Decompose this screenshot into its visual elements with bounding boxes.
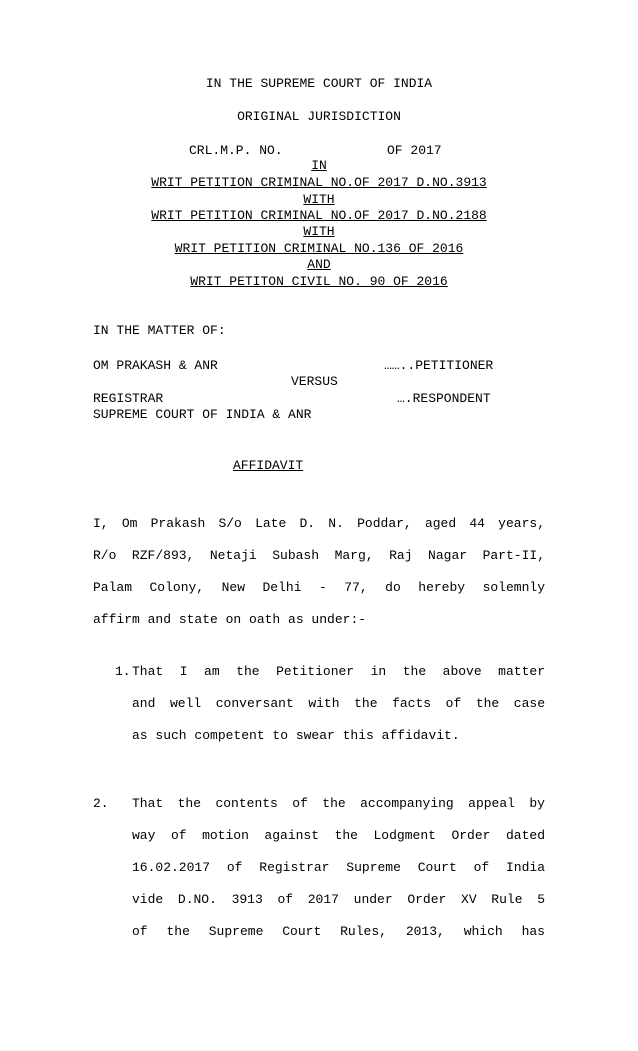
versus-label: VERSUS	[291, 374, 338, 389]
item-2-line-5: of the Supreme Court Rules, 2013, which has	[132, 924, 545, 939]
crlmp-year: OF 2017	[387, 143, 442, 158]
respondent-name: REGISTRAR	[93, 391, 164, 406]
petition-connector-with-1: WITH	[303, 192, 335, 207]
item-2-number: 2.	[93, 796, 109, 811]
intro-line-3: Palam Colony, New Delhi - 77, do hereby solemnly	[93, 580, 545, 595]
petition-connector-with-2: WITH	[303, 224, 335, 239]
item-1-line-3: as such competent to swear this affidavit.	[132, 728, 460, 743]
petition-connector-and: AND	[307, 257, 331, 272]
item-2-line-3: 16.02.2017 of Registrar Supreme Court of India	[132, 860, 545, 875]
petition-line-4: WRIT PETITON CIVIL NO. 90 OF 2016	[190, 274, 448, 289]
item-1-number: 1.	[115, 664, 131, 679]
petition-line-1: WRIT PETITION CRIMINAL NO.OF 2017 D.NO.3913	[151, 175, 487, 190]
item-2-line-1: That the contents of the accompanying appeal by	[132, 796, 545, 811]
court-title: IN THE SUPREME COURT OF INDIA	[205, 76, 433, 91]
intro-line-1: I, Om Prakash S/o Late D. N. Poddar, aged 44 years,	[93, 516, 545, 531]
petition-connector-in: IN	[311, 158, 327, 173]
item-2-line-2: way of motion against the Lodgment Order dated	[132, 828, 545, 843]
item-2-line-4: vide D.NO. 3913 of 2017 under Order XV Rule 5	[132, 892, 545, 907]
petitioner-role: ……..PETITIONER	[384, 358, 494, 373]
intro-line-4: affirm and state on oath as under:-	[93, 612, 367, 627]
petition-line-3: WRIT PETITION CRIMINAL NO.136 OF 2016	[174, 241, 464, 256]
respondent-name-2: SUPREME COURT OF INDIA & ANR	[93, 407, 312, 422]
petitioner-name: OM PRAKASH & ANR	[93, 358, 218, 373]
affidavit-title: AFFIDAVIT	[233, 458, 304, 473]
intro-line-2: R/o RZF/893, Netaji Subash Marg, Raj Nagar Part-II,	[93, 548, 545, 563]
matter-heading: IN THE MATTER OF:	[93, 323, 226, 338]
jurisdiction-title: ORIGINAL JURISDICTION	[237, 109, 401, 124]
respondent-role: ….RESPONDENT	[397, 391, 491, 406]
petition-line-2: WRIT PETITION CRIMINAL NO.OF 2017 D.NO.2188	[151, 208, 487, 223]
item-1-line-2: and well conversant with the facts of the case	[132, 696, 545, 711]
crlmp-number: CRL.M.P. NO.	[189, 143, 283, 158]
item-1-line-1: That I am the Petitioner in the above matter	[132, 664, 545, 679]
